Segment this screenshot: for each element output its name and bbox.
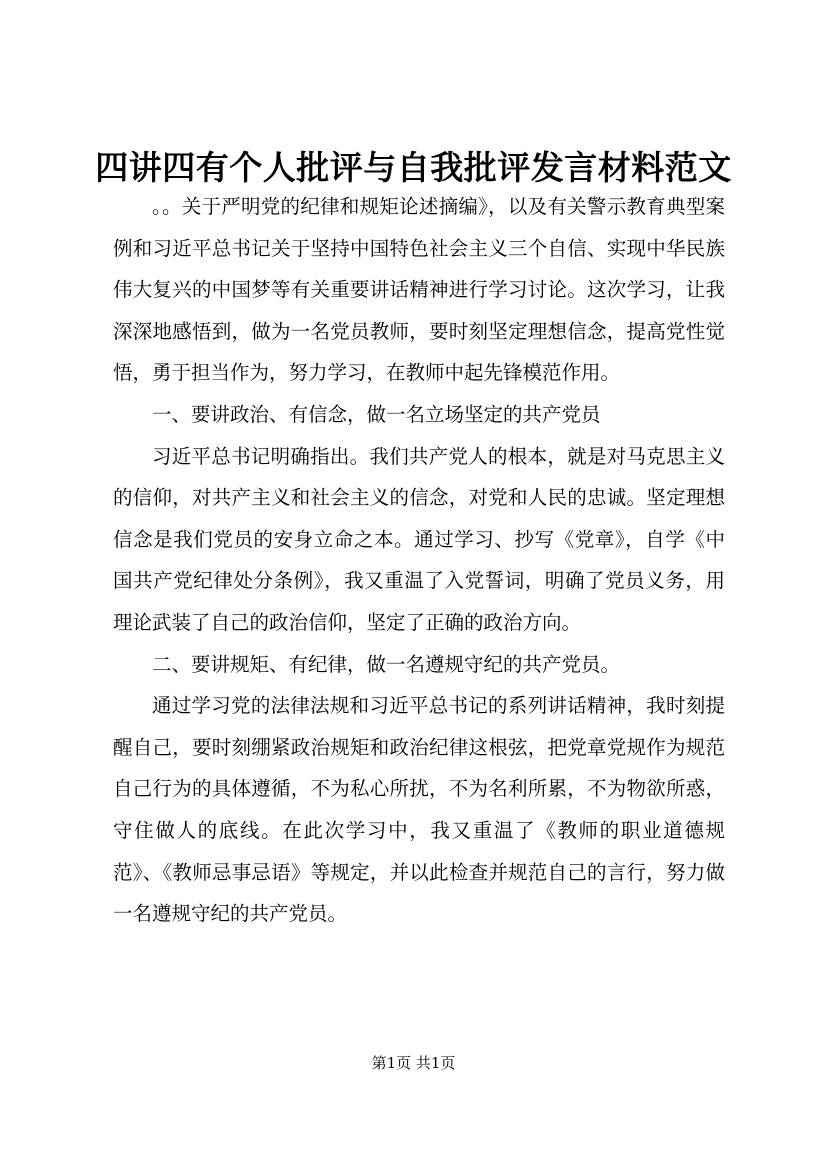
- section-heading-2: 二、要讲规矩、有纪律，做一名遵规守纪的共产党员。: [152, 652, 621, 676]
- body-paragraph: 通过学习党的法律法规和习近平总书记的系列讲话精神，我时刻提醒自己，要时刻绷紧政治规矩和政治纪律这根弦，把党章党规作为规范自己行为的具体遵循，不为私心所扰，不为名利所累，不为物欲所惑，守住做人的底线。在此次学习中，我又重温了《教师的职业道德规范》、《教师忌事忌语》等规定，并以此检查并规范自己的言行，努力做一名遵规守纪的共产党员。: [113, 694, 725, 926]
- page-footer: 第1页 共1页: [371, 1054, 456, 1072]
- document-title: 四讲四有个人批评与自我批评发言材料范文: [95, 148, 732, 187]
- section-heading-1: 一、要讲政治、有信念，做一名立场坚定的共产党员: [152, 402, 601, 426]
- body-paragraph: 。。关于严明党的纪律和规矩论述摘编》，以及有关警示教育典型案例和习近平总书记关于坚持中国特色社会主义三个自信、实现中华民族伟大复兴的中国梦等有关重要讲话精神进行学习讨论。这次学习，让我深深地感悟到，做为一名党员教师，要时刻坚定理想信念，提高党性觉悟，勇于担当作为，努力学习，在教师中起先锋模范作用。: [113, 195, 725, 385]
- document-body: [113, 186, 725, 935]
- body-paragraph: 习近平总书记明确指出。我们共产党人的根本，就是对马克思主义的信仰，对共产主义和社会主义的信念，对党和人民的忠诚。坚定理想信念是我们党员的安身立命之本。通过学习、抄写《党章》，自学《中国共产党纪律处分条例》，我又重温了入党誓词，明确了党员义务，用理论武装了自己的政治信仰，坚定了正确的政治方向。: [113, 444, 725, 634]
